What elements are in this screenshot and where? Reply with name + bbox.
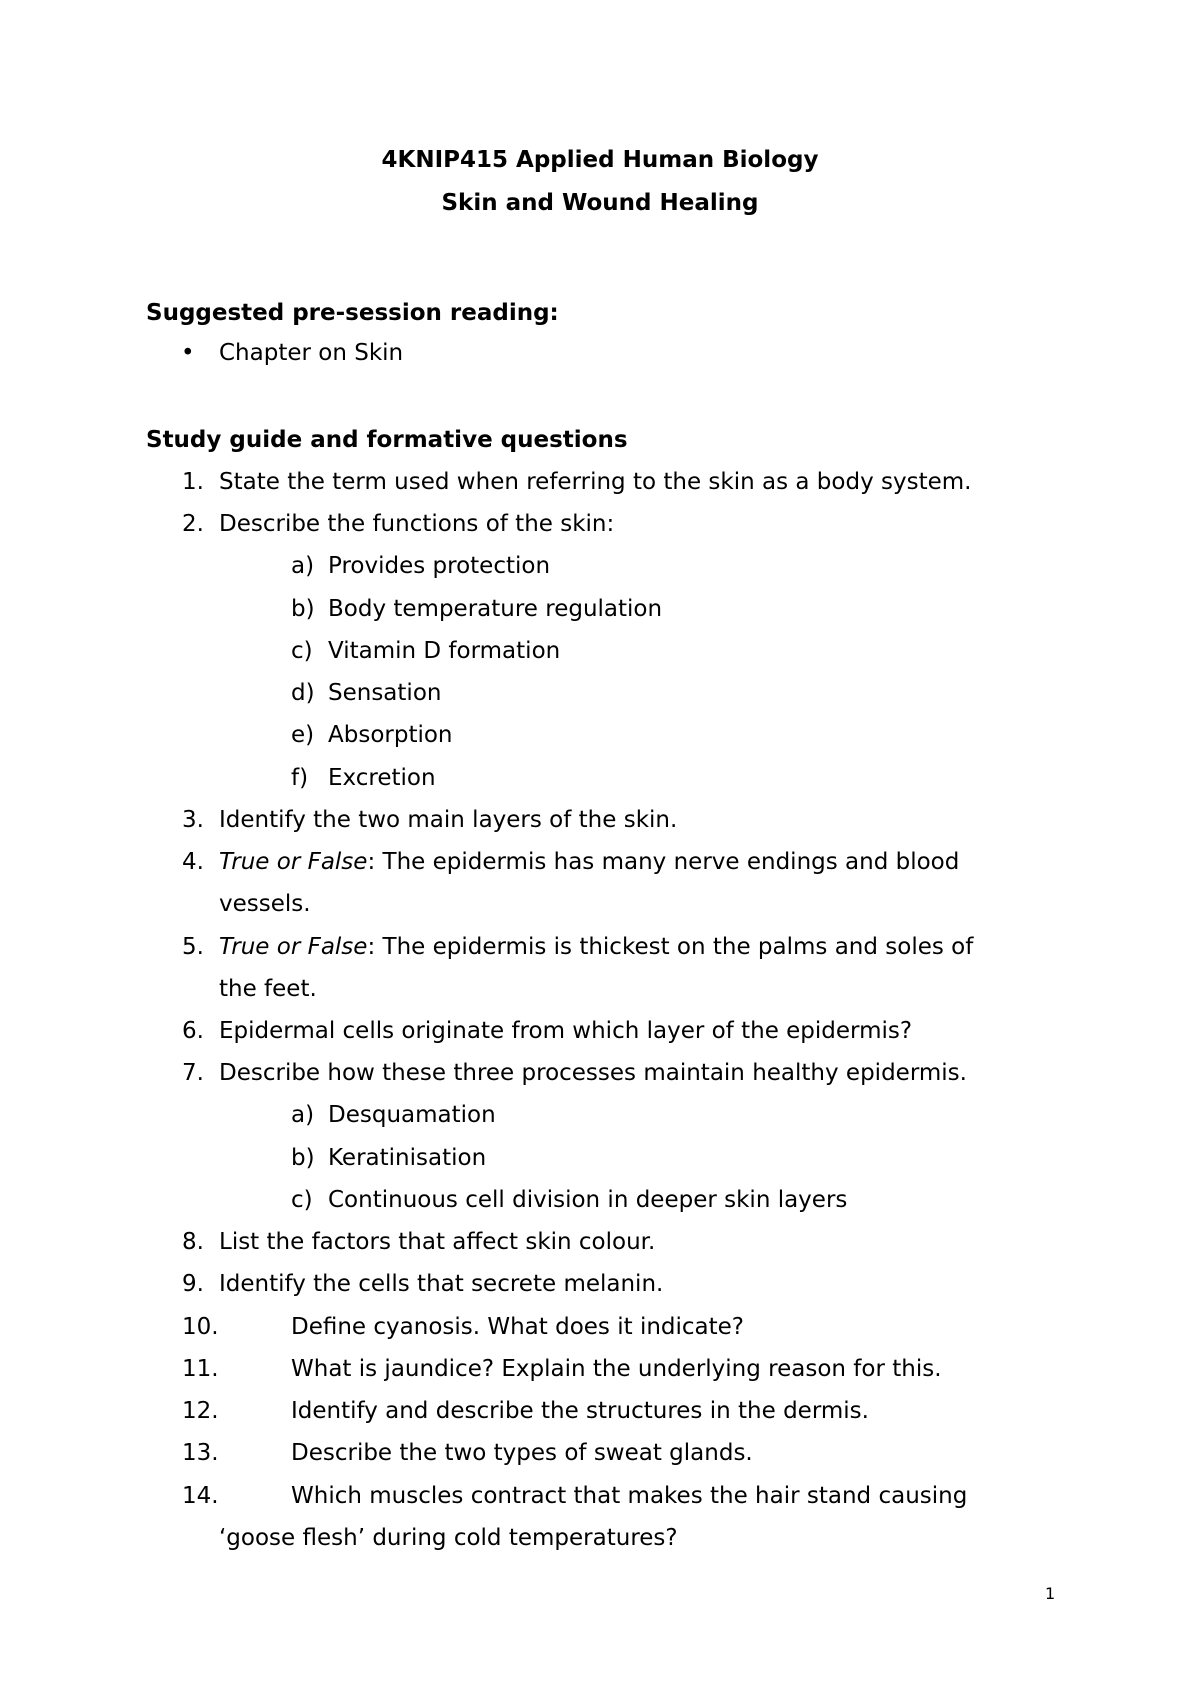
question-number: 13. <box>182 1440 219 1466</box>
sub-letter: a) <box>291 1102 315 1128</box>
question-4-continued: vessels. <box>219 891 311 917</box>
sub-letter: f) <box>291 765 309 791</box>
question-number: 9. <box>182 1271 204 1297</box>
question-10: Define cyanosis. What does it indicate? <box>291 1314 745 1340</box>
sub-letter: e) <box>291 722 315 748</box>
q2-sub-item: Provides protection <box>328 553 551 579</box>
question-number: 12. <box>182 1398 219 1424</box>
sub-letter: c) <box>291 638 313 664</box>
question-number: 6. <box>182 1018 204 1044</box>
q7-sub-item: Continuous cell division in deeper skin layers <box>328 1187 848 1213</box>
question-number: 3. <box>182 807 204 833</box>
question-13: Describe the two types of sweat glands. <box>291 1440 753 1466</box>
q2-sub-item: Body temperature regulation <box>328 596 663 622</box>
question-5-continued: the feet. <box>219 976 317 1002</box>
sub-letter: a) <box>291 553 315 579</box>
study-heading: Study guide and formative questions <box>146 427 628 453</box>
question-number: 11. <box>182 1356 219 1382</box>
page-number: 1 <box>1045 1584 1056 1603</box>
question-4: True or False: The epidermis has many nerve endings and blood <box>219 849 960 875</box>
bullet-icon: • <box>181 340 195 366</box>
reading-item: Chapter on Skin <box>219 340 404 366</box>
question-number: 10. <box>182 1314 219 1340</box>
question-3: Identify the two main layers of the skin. <box>219 807 678 833</box>
true-false-label: True or False <box>219 849 368 875</box>
question-11: What is jaundice? Explain the underlying reason for this. <box>291 1356 942 1382</box>
question-5: True or False: The epidermis is thickest on the palms and soles of <box>219 934 974 960</box>
question-8: List the factors that affect skin colour. <box>219 1229 656 1255</box>
question-2: Describe the functions of the skin: <box>219 511 615 537</box>
question-1: State the term used when referring to the skin as a body system. <box>219 469 972 495</box>
q2-sub-item: Sensation <box>328 680 442 706</box>
q2-sub-item: Absorption <box>328 722 453 748</box>
course-title: 4KNIP415 Applied Human Biology <box>381 147 819 173</box>
sub-letter: c) <box>291 1187 313 1213</box>
question-number: 2. <box>182 511 204 537</box>
sub-letter: d) <box>291 680 315 706</box>
question-6: Epidermal cells originate from which layer of the epidermis? <box>219 1018 913 1044</box>
question-number: 8. <box>182 1229 204 1255</box>
q2-sub-item: Vitamin D formation <box>328 638 561 664</box>
q7-sub-item: Keratinisation <box>328 1145 487 1171</box>
question-number: 7. <box>182 1060 204 1086</box>
question-number: 14. <box>182 1483 219 1509</box>
question-14: Which muscles contract that makes the hair stand causing <box>291 1483 968 1509</box>
topic-title: Skin and Wound Healing <box>441 190 759 216</box>
question-number: 1. <box>182 469 204 495</box>
sub-letter: b) <box>291 596 315 622</box>
reading-heading: Suggested pre-session reading: <box>146 300 559 326</box>
sub-letter: b) <box>291 1145 315 1171</box>
q2-sub-item: Excretion <box>328 765 436 791</box>
true-false-label: True or False <box>219 934 368 960</box>
question-12: Identify and describe the structures in the dermis. <box>291 1398 869 1424</box>
question-14-continued: ‘goose flesh’ during cold temperatures? <box>219 1525 678 1551</box>
question-7: Describe how these three processes maintain healthy epidermis. <box>219 1060 967 1086</box>
q7-sub-item: Desquamation <box>328 1102 496 1128</box>
question-number: 4. <box>182 849 204 875</box>
question-9: Identify the cells that secrete melanin. <box>219 1271 664 1297</box>
question-number: 5. <box>182 934 204 960</box>
